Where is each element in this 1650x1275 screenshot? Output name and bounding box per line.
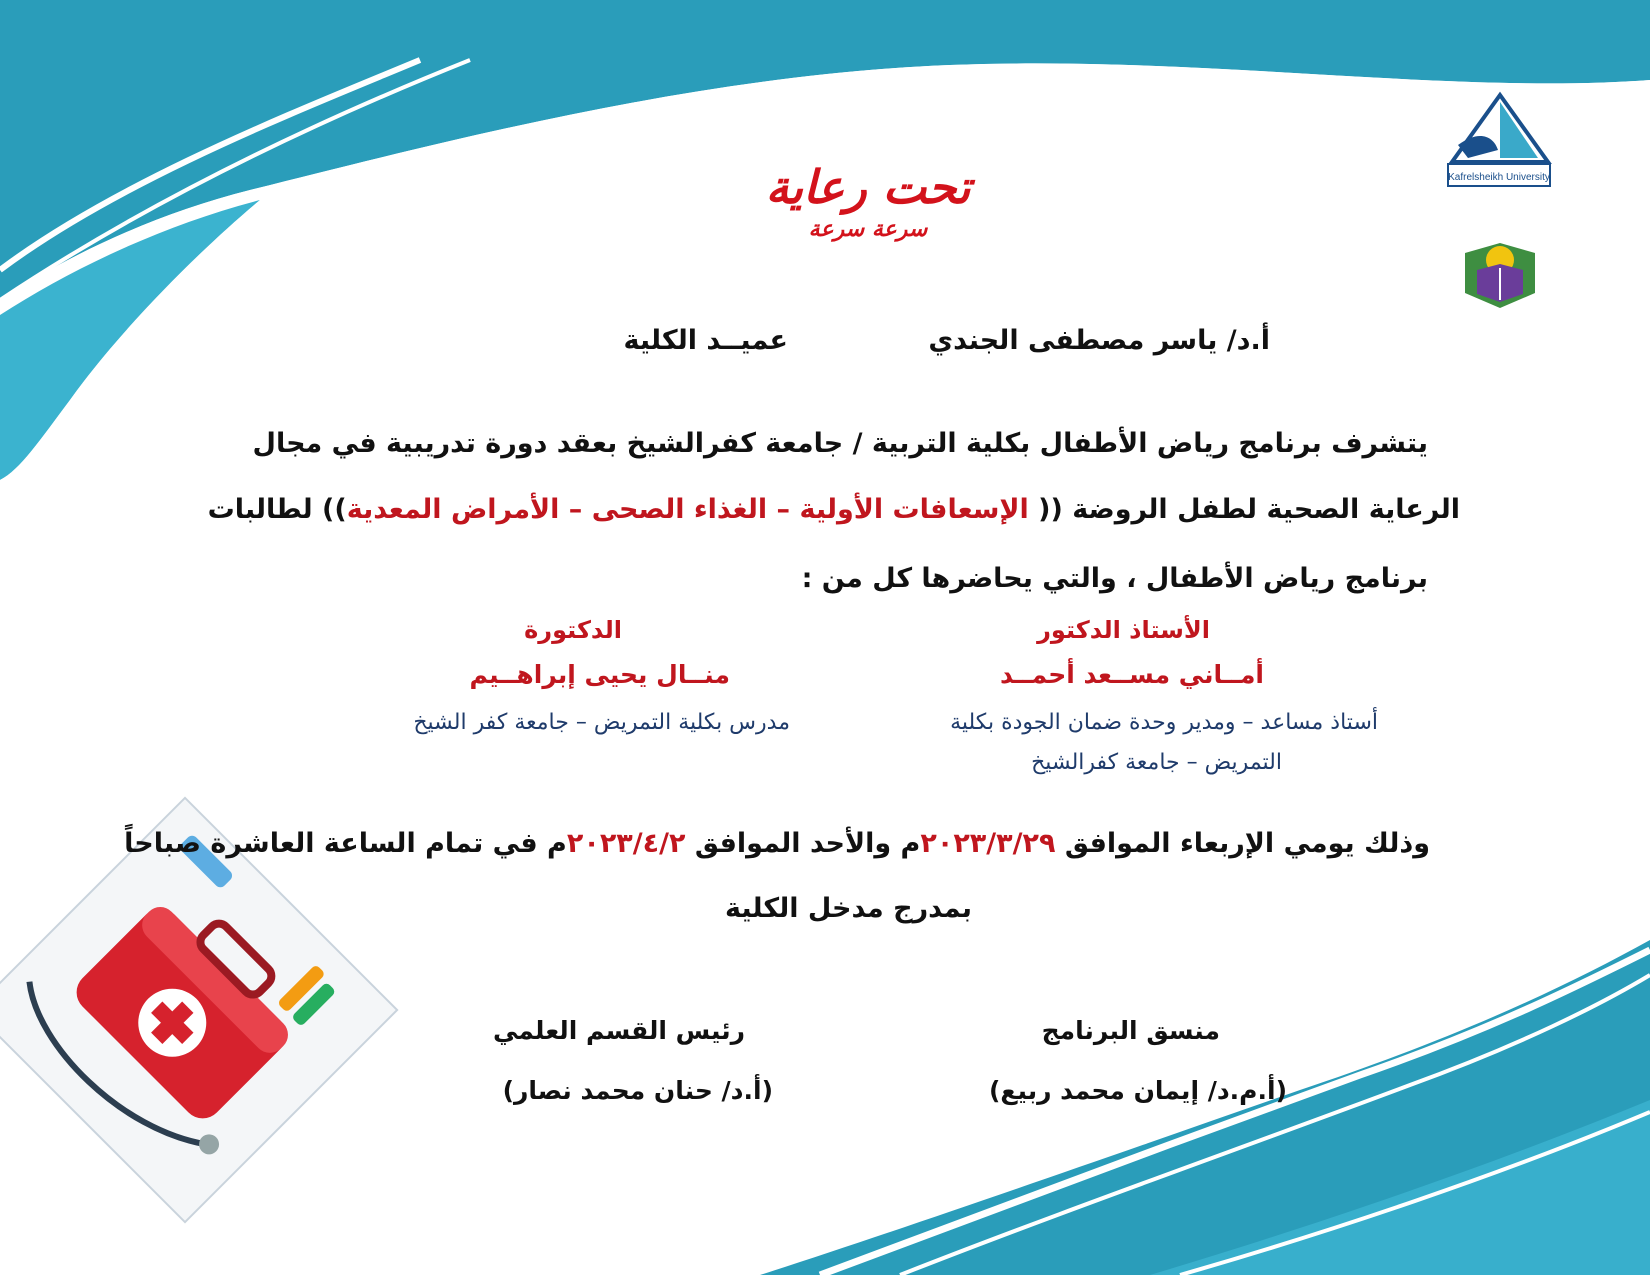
page-title [738, 158, 998, 242]
signature-2-name: (أ.د/ حنان محمد نصار) [502, 1076, 773, 1105]
schedule-pre: وذلك يومي الإربعاء الموافق [1055, 828, 1430, 859]
title-main: تحت رعاية [765, 160, 971, 214]
signature-1-role: منسق البرنامج [1041, 1016, 1220, 1045]
title-ornament: سرعة سرعة [808, 216, 928, 242]
faculty-logo [1455, 238, 1545, 310]
schedule-post: م في تمام الساعة العاشرة صباحاً [124, 828, 567, 859]
lecturer-2-title: الدكتورة [524, 616, 622, 644]
schedule-line [124, 828, 1430, 859]
top-teal-band [0, 0, 1650, 300]
body-line-2-post: )) لطالبات [207, 494, 347, 525]
schedule-date-2: ٢٠٢٣/٤/٢ [566, 828, 686, 859]
lecturer-1-title: الأستاذ الدكتور [1037, 616, 1210, 644]
lecturer-1-desc-2: التمريض – جامعة كفرالشيخ [1031, 750, 1282, 775]
medical-kit-image [0, 798, 397, 1222]
body-line-2-pre: الرعاية الصحية لطفل الروضة (( [1038, 494, 1460, 525]
schedule-date-1: ٢٠٢٣/٣/٢٩ [920, 828, 1056, 859]
patron-name: أ.د/ ياسر مصطفى الجندي [928, 325, 1270, 356]
university-logo-caption: Kafrelsheikh University [1448, 172, 1550, 183]
kafrelsheikh-university-logo [1438, 90, 1560, 190]
schedule-mid: م والأحد الموافق [685, 828, 921, 859]
lecturer-2-name: منــال يحيى إبراهــيم [469, 660, 730, 689]
schedule-location: بمدرج مدخل الكلية [724, 893, 972, 924]
lecturer-1-name: أمــاني مســعد أحمــد [999, 660, 1264, 689]
body-line-2 [208, 494, 1460, 525]
course-topics: الإسعافات الأولية – الغذاء الصحى – الأمراض المعدية [346, 494, 1039, 525]
patron-role: عميــد الكلية [623, 325, 788, 356]
signature-1-name: (أ.م.د/ إيمان محمد ربيع) [988, 1076, 1287, 1105]
body-line-3: برنامج رياض الأطفال ، والتي يحاضرها كل من : [801, 563, 1428, 594]
lecturer-1-desc-1: أستاذ مساعد – ومدير وحدة ضمان الجودة بكلية [950, 710, 1378, 735]
lecturer-2-desc-1: مدرس بكلية التمريض – جامعة كفر الشيخ [413, 710, 790, 735]
body-line-1: يتشرف برنامج رياض الأطفال بكلية التربية / جامعة كفرالشيخ بعقد دورة تدريبية في مجال [252, 428, 1428, 459]
signature-2-role: رئيس القسم العلمي [492, 1016, 745, 1045]
